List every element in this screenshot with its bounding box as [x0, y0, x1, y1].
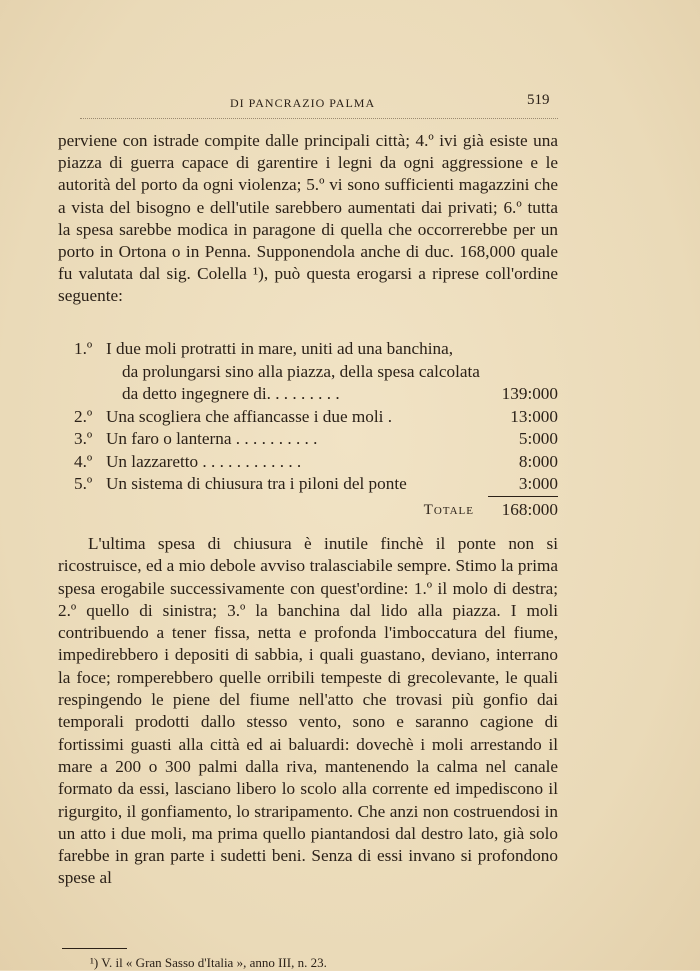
item-text: Una scogliera che affiancasse i due moli . [106, 406, 393, 426]
item-text: da prolungarsi sino alla piazza, della spesa calcolata [122, 361, 480, 381]
header-rule [80, 118, 558, 119]
paragraph-1-text: perviene con istrade compite dalle principali città; 4.º ivi già esiste una piazza di guerra capace di garentire i legni da ogni aggressione e le autorità del porto da ogni violenza; 5.º vi sono sufficienti magazzini che a vista del bisogno e dell'utile sarebbero aumentati dai privati; 6.º tutta la spesa sarebbe modica in paragone di quella che occorrerebbe per un porto in Ortona o in Penna. Supponendola anche di duc. 168,000 quale fu valutata dal sig. Colella ¹), può questa erogarsi a riprese coll'ordine seguente: [58, 131, 558, 306]
list-item [58, 473, 558, 497]
item-text: Un lazzaretto . . . . . . . . . . . . [106, 451, 302, 471]
list-item [58, 338, 558, 361]
item-amount [488, 338, 558, 361]
item-number: 2.º [74, 406, 93, 426]
total-label: Totale [423, 501, 474, 518]
item-amount: 13:000 [510, 406, 558, 426]
item-amount: 5:000 [518, 429, 558, 448]
item-number: 4.º [74, 451, 93, 471]
paragraph-2 [58, 533, 558, 890]
item-text: I due moli protratti in mare, uniti ad una banchina, [106, 339, 453, 358]
list-item [58, 451, 558, 474]
total-row [58, 499, 558, 522]
footnote: ¹) V. il « Gran Sasso d'Italia », anno III, n. 23. [90, 955, 327, 970]
paragraph-2-text: L'ultima spesa di chiusura è inutile finchè il ponte non si ricostruisce, ed a mio debole avviso tralasciabile sempre. Stimo la prima spesa erogabile successivamente con quest'ordine: 1.º il molo di destra; 2.º quello di sinistra; 3.º la banchina dal lido alla piazza. I moli contribuendo a tener fissa, netta e profonda l'imboccatura del fiume, impedirebbero i depositi di sabbia, i quali guastano, deviano, interrano la foce; romperebbero quelle orribili tempeste di grecolevante, le quali respingendo le piene del fiume nell'atto che trovasi più gonfio dai temporali prodotti dallo stesso vento, sono e saranno cagione di fortissimi guasti alla città ed ai baluardi: dovechè i moli arrestando il mare a 200 o 300 palmi dalla riva, mantenendo la calma nel canale formato da essi, lasciano libero lo scolo alla corrente ed impediscono il rigurgito, il gonfiamento, lo straripamento. Che anzi non costruendosi in un atto i due moli, ma prima quello piantandosi dal destro lato, già solo farebbe in gran parte i sudetti beni. Senza di essi invano si profondono spese al [58, 534, 558, 888]
page-number: 519 [527, 92, 550, 108]
list-item [58, 361, 558, 384]
item-number: 5.º [74, 474, 93, 493]
item-text: Un faro o lanterna . . . . . . . . . . [106, 429, 318, 448]
total-value: 168:000 [501, 499, 558, 519]
running-title: DI PANCRAZIO PALMA [230, 96, 376, 110]
item-text: Un sistema di chiusura tra i piloni del ponte [106, 474, 407, 493]
cost-list [58, 338, 558, 521]
item-text: da detto ingegnere di. . . . . . . . . [122, 384, 340, 403]
item-amount: 8:000 [518, 451, 558, 471]
item-number: 3.º [74, 429, 93, 448]
item-amount [488, 361, 558, 384]
list-item [58, 428, 558, 451]
item-number: 1.º [74, 339, 93, 358]
item-amount: 139:000 [501, 384, 558, 403]
list-item [58, 383, 558, 406]
paragraph-1 [58, 130, 558, 308]
item-amount: 3:000 [488, 473, 558, 497]
list-item [58, 406, 558, 429]
footnote-rule [62, 948, 127, 949]
